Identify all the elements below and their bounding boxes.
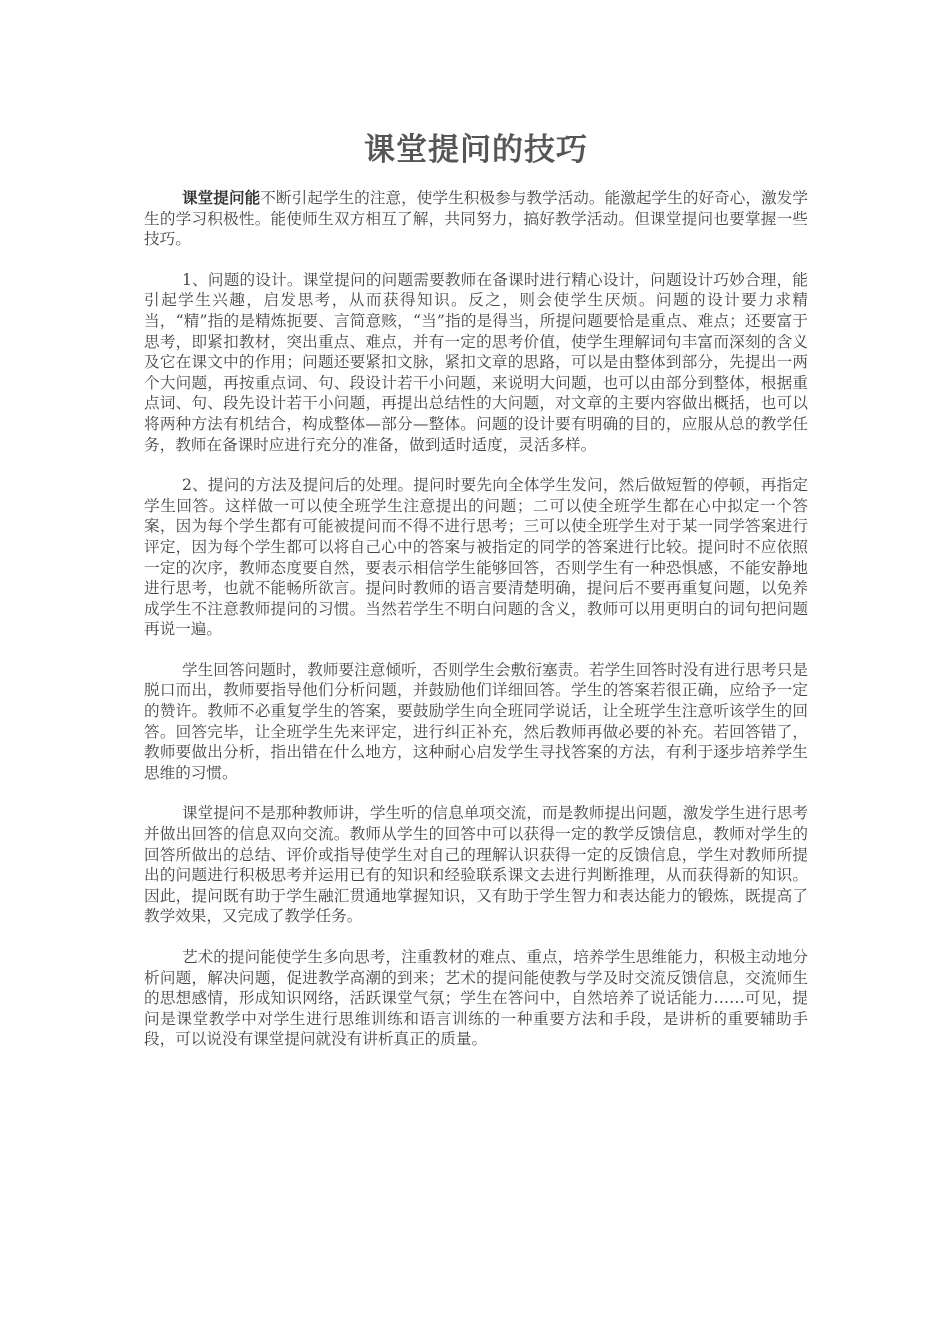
paragraph-art-of-questioning: 艺术的提问能使学生多向思考，注重教材的难点、重点，培养学生思维能力，积极主动地分析问题，解决问题，促进教学高潮的到来；艺术的提问能使教与学及时交流反馈信息，交流师生的思想感情，形成知识网络，活跃课堂气氛；学生在答问中，自然培养了说话能力……可见，提问是课堂教学中对学生进行思维训练和语言训练的一种重要方法和手段，是讲析的重要辅助手段，可以说没有课堂提问就没有讲析真正的质量。 [144,948,808,1049]
document-title: 课堂提问的技巧 [364,132,588,168]
paragraph-question-design: 1、问题的设计。课堂提问的问题需要教师在备课时进行精心设计，问题设计巧妙合理，能引起学生兴趣，启发思考，从而获得知识。反之，则会使学生厌烦。问题的设计要力求精当，“精”指的是精炼扼要、言简意赅，“当”指的是得当，所提问题要恰是重点、难点；还要富于思考，即紧扣教材，突出重点、难点，并有一定的思考价值，使学生理解词句丰富而深刻的含义及它在课文中的作用；问题还要紧扣文脉，紧扣文章的思路，可以是由整体到部分，先提出一两个大问题，再按重点词、句、段设计若干小问题，来说明大问题，也可以由部分到整体，根据重点词、句、段先设计若干小问题，再提出总结性的大问题，对文章的主要内容做出概括，也可以将两种方法有机结合，构成整体—部分—整体。问题的设计要有明确的目的，应服从总的教学任务，教师在备课时应进行充分的准备，做到适时适度，灵活多样。 [144,270,808,454]
intro-lead-text: 课堂提问能 [182,188,261,207]
paragraph-question-method: 2、提问的方法及提问后的处理。提问时要先向全体学生发问，然后做短暂的停顿，再指定学生回答。这样做一可以使全班学生注意提出的问题；二可以使全班学生都在心中拟定一个答案，因为每个学生都有可能被提问而不得不进行思考；三可以使全班学生对于某一同学答案进行评定，因为每个学生都可以将自己心中的答案与被指定的同学的答案进行比较。提问时不应依照一定的次序，教师态度要自然，要表示相信学生能够回答，否则学生有一种恐惧感，不能安静地进行思考，也就不能畅所欲言。提问时教师的语言要清楚明确，提问后不要再重复问题，以免养成学生不注意教师提问的习惯。当然若学生不明白问题的含义，教师可以用更明白的词句把问题再说一遍。 [144,476,808,639]
paragraph-two-way-communication: 课堂提问不是那种教师讲，学生听的信息单项交流，而是教师提出问题，激发学生进行思考并做出回答的信息双向交流。教师从学生的回答中可以获得一定的教学反馈信息，教师对学生的回答所做出的总结、评价或指导使学生对自己的理解认识获得一定的反馈信息，学生对教师所提出的问题进行积极思考并运用已有的知识和经验联系课文去进行判断推理，从而获得新的知识。因此，提问既有助于学生融汇贯通地掌握知识，又有助于学生智力和表达能力的锻炼，既提高了教学效果，又完成了教学任务。 [144,804,808,926]
intro-paragraph [144,188,808,250]
paragraph-student-answers: 学生回答问题时，教师要注意倾听，否则学生会敷衍塞责。若学生回答时没有进行思考只是脱口而出，教师要指导他们分析问题，并鼓励他们详细回答。学生的答案若很正确，应给予一定的赞许。教师不必重复学生的答案，要鼓励学生向全班同学说话，让全班学生注意听该学生的回答。回答完毕，让全班学生先来评定，进行纠正补充，然后教师再做必要的补充。若回答错了，教师要做出分析，指出错在什么地方，这种耐心启发学生寻找答案的方法，有利于逐步培养学生思维的习惯。 [144,660,808,782]
document-page [144,128,808,1070]
intro-body-text: 不断引起学生的注意，使学生积极参与教学活动。能激起学生的好奇心，激发学生的学习积极性。能使师生双方相互了解，共同努力，搞好教学活动。但课堂提问也要掌握一些技巧。 [144,189,808,249]
